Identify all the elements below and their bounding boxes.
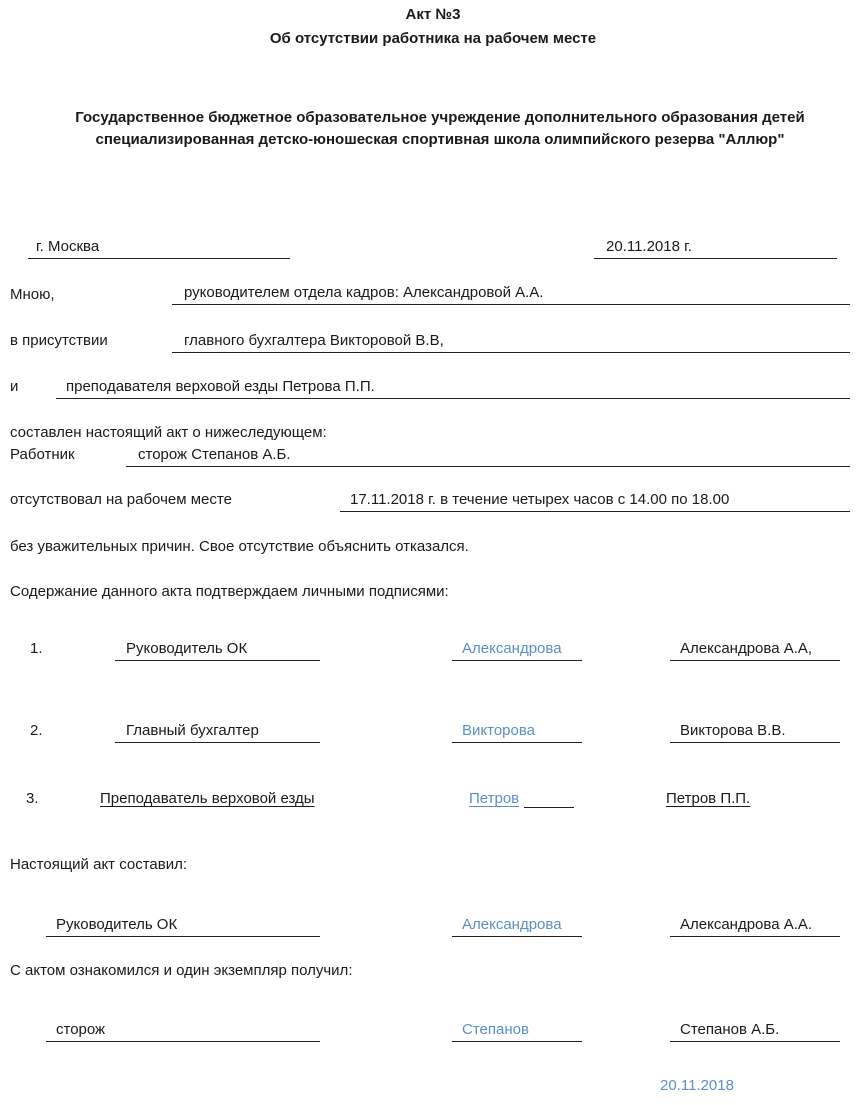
acknowledged-label: С актом ознакомился и один экземпляр получил: xyxy=(10,962,353,979)
composer-signature-underline xyxy=(452,936,582,937)
place: г. Москва xyxy=(36,238,100,255)
absent-underline xyxy=(340,511,850,512)
composer-position: Руководитель ОК xyxy=(56,916,178,933)
acknowledged-date: 20.11.2018 xyxy=(660,1077,734,1094)
signatory-3-position: Преподаватель верховой езды xyxy=(100,790,315,807)
signatory-3-signature-underline xyxy=(524,807,574,808)
acknowledged-signature-underline xyxy=(452,1041,582,1042)
composer-label: Настоящий акт составил: xyxy=(10,856,188,873)
absent-label: отсутствовал на рабочем месте xyxy=(10,491,232,508)
signatory-1-name-underline xyxy=(670,660,840,661)
absent-value: 17.11.2018 г. в течение четырех часов с 14.00 по 18.00 xyxy=(350,491,730,508)
by-label: Мною, xyxy=(10,286,55,303)
worker-value: сторож Степанов А.Б. xyxy=(138,446,291,463)
date: 20.11.2018 г. xyxy=(606,238,692,255)
acknowledged-name-underline xyxy=(670,1041,840,1042)
date-underline xyxy=(594,258,837,259)
composer-signature: Александрова xyxy=(462,916,562,933)
signatory-2-name: Викторова В.В. xyxy=(680,722,786,739)
signatory-3-number: 3. xyxy=(26,790,39,807)
signatory-2-signature-underline xyxy=(452,742,582,743)
acknowledged-position: сторож xyxy=(56,1021,106,1038)
organization-name xyxy=(30,107,850,151)
confirm-text: Содержание данного акта подтверждаем личными подписями: xyxy=(10,583,449,600)
acknowledged-signature: Степанов xyxy=(462,1021,529,1038)
place-underline xyxy=(28,258,290,259)
signatory-1-signature: Александрова xyxy=(462,640,562,657)
signatory-2-position: Главный бухгалтер xyxy=(126,722,259,739)
signatory-2-name-underline xyxy=(670,742,840,743)
signatory-2-position-underline xyxy=(115,742,320,743)
and-underline xyxy=(56,398,850,399)
signatory-2-signature: Викторова xyxy=(462,722,535,739)
and-value: преподавателя верховой езды Петрова П.П. xyxy=(66,378,375,395)
composer-name-underline xyxy=(670,936,840,937)
signatory-1-name: Александрова А.А, xyxy=(680,640,813,657)
worker-label: Работник xyxy=(10,446,75,463)
organization-line-1: Государственное бюджетное образовательное учреждение дополнительного образования детей xyxy=(75,109,805,126)
document-subtitle: Об отсутствии работника на рабочем месте xyxy=(269,30,597,47)
document-title: Акт №3 xyxy=(405,6,461,23)
compiled-text: составлен настоящий акт о нижеследующем: xyxy=(10,424,327,441)
signatory-2-number: 2. xyxy=(30,722,43,739)
by-value: руководителем отдела кадров: Александровой А.А. xyxy=(184,284,544,301)
presence-label: в присутствии xyxy=(10,332,108,349)
presence-value: главного бухгалтера Викторовой В.В, xyxy=(184,332,444,349)
signatory-3-signature: Петров xyxy=(469,790,520,807)
reason-text: без уважительных причин. Свое отсутствие объяснить отказался. xyxy=(10,538,469,555)
by-underline xyxy=(172,304,850,305)
worker-underline xyxy=(126,466,850,467)
signatory-1-signature-underline xyxy=(452,660,582,661)
composer-name: Александрова А.А. xyxy=(680,916,813,933)
presence-underline xyxy=(172,352,850,353)
signatory-1-position: Руководитель ОК xyxy=(126,640,248,657)
acknowledged-name: Степанов А.Б. xyxy=(680,1021,780,1038)
acknowledged-position-underline xyxy=(46,1041,320,1042)
and-label: и xyxy=(10,378,19,395)
organization-line-2: специализированная детско-юношеская спортивная школа олимпийского резерва "Аллюр" xyxy=(95,131,785,148)
signatory-1-position-underline xyxy=(115,660,320,661)
composer-position-underline xyxy=(46,936,320,937)
signatory-3-name: Петров П.П. xyxy=(666,790,751,807)
signatory-1-number: 1. xyxy=(30,640,43,657)
